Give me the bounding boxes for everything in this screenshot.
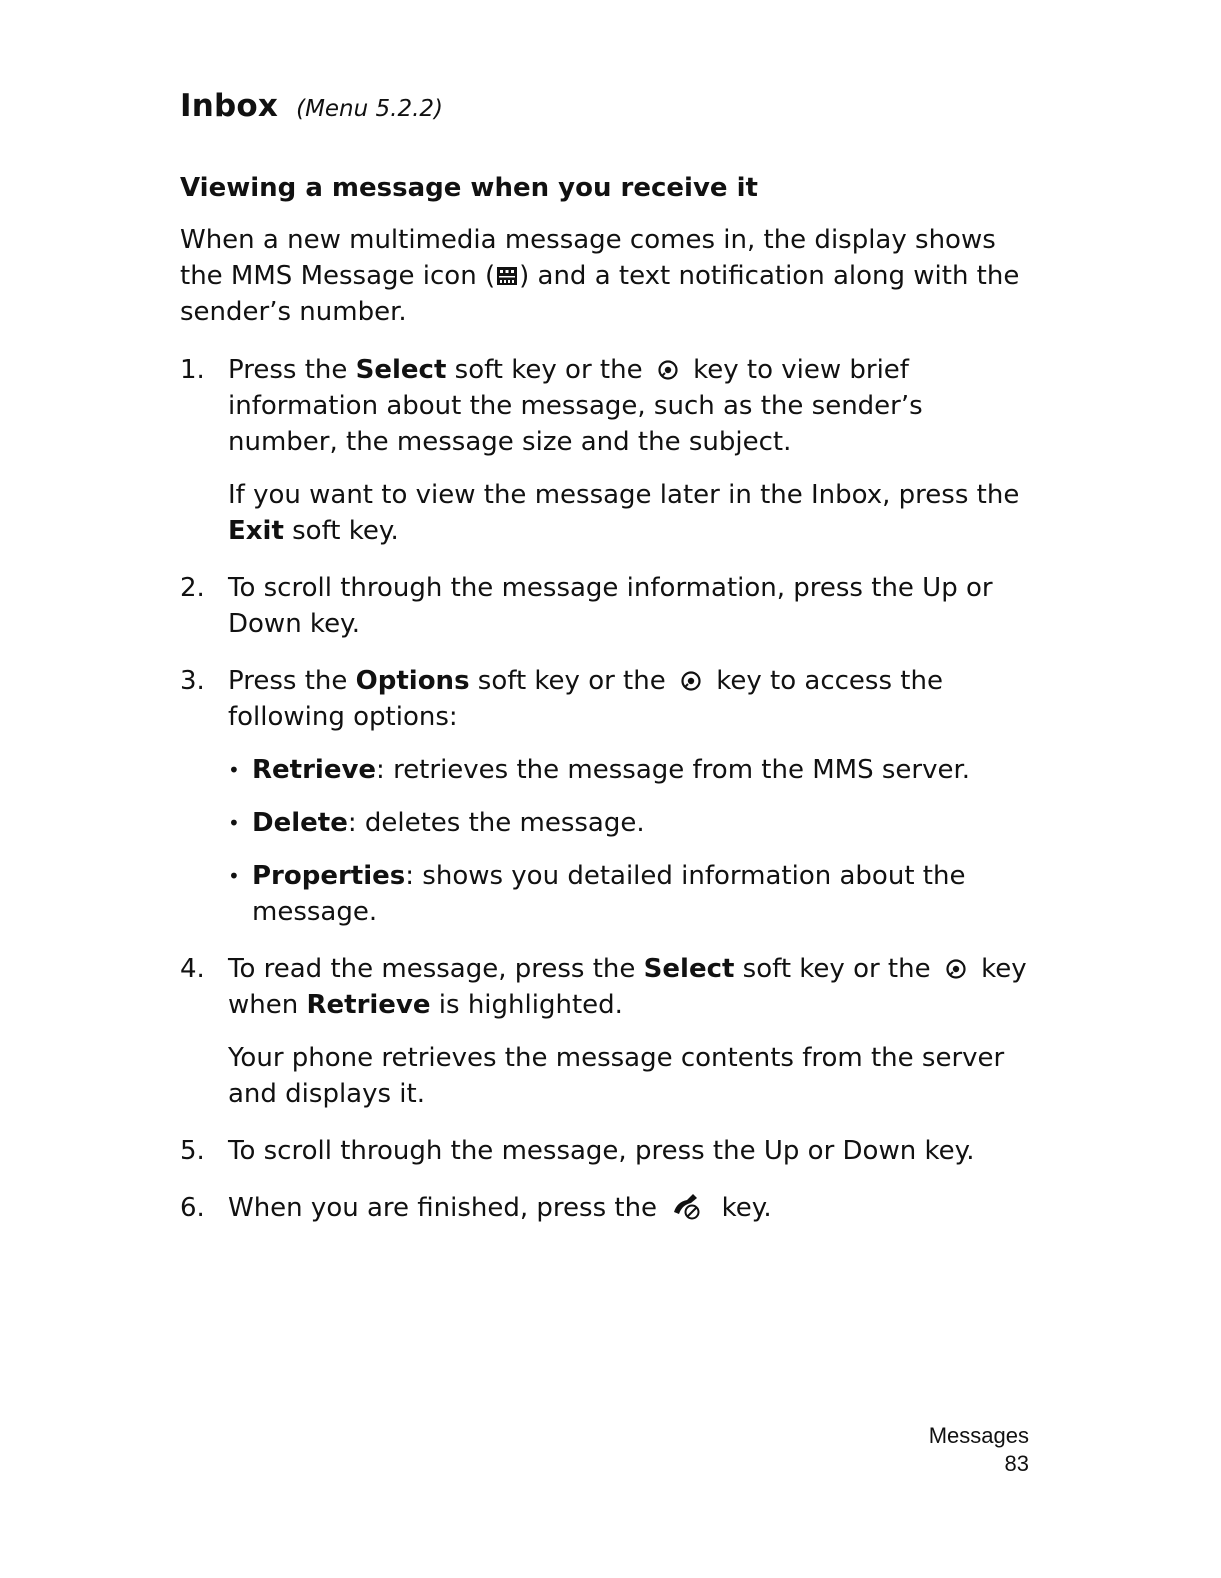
step-text — [228, 352, 1040, 460]
bullet-icon: • — [228, 864, 240, 888]
intro-text-after: ) and a text notification along with the sender’s number. — [180, 261, 1020, 327]
ok-key-icon — [945, 954, 967, 976]
mms-message-icon — [496, 261, 518, 283]
step-text-part: key to view brief information about the message, such as the sender’s number, the message size and the subject. — [228, 355, 923, 457]
select-key-label: Select — [643, 954, 735, 984]
intro-paragraph — [180, 222, 1040, 330]
options-key-label: Options — [355, 666, 470, 696]
step-text-part: key when — [228, 954, 1027, 1020]
menu-reference: (Menu 5.2.2) — [296, 96, 444, 122]
exit-key-label: Exit — [228, 516, 284, 546]
retrieve-label: Retrieve — [306, 990, 431, 1020]
option-term: Retrieve — [252, 755, 377, 785]
step-6 — [180, 1190, 1040, 1226]
option-description: : shows you detailed information about the message. — [252, 861, 966, 927]
step-1 — [180, 352, 1040, 549]
step-text-part: soft key or the — [446, 355, 651, 385]
step-text-part: key. — [713, 1193, 772, 1223]
step-text — [228, 663, 1040, 735]
step-number: 3. — [180, 666, 205, 696]
select-key-label: Select — [355, 355, 447, 385]
step-note: Your phone retrieves the message contents from the server and displays it. — [228, 1043, 1005, 1109]
options-list — [228, 752, 1040, 930]
step-text: To scroll through the message, press the Up or Down key. — [228, 1136, 975, 1166]
step-note — [228, 477, 1040, 549]
option-description: : retrieves the message from the MMS server. — [376, 755, 971, 785]
bullet-icon: • — [228, 758, 240, 782]
step-number: 6. — [180, 1193, 205, 1223]
step-number: 1. — [180, 355, 205, 385]
step-text — [228, 1190, 1040, 1226]
steps-list — [180, 352, 1040, 1226]
intro-text-before: When a new multimedia message comes in, the display shows the MMS Message icon ( — [180, 225, 996, 291]
section-header — [180, 88, 1040, 144]
option-term: Properties — [252, 861, 406, 891]
end-key-icon — [671, 1192, 707, 1222]
note-text-part: soft key. — [283, 516, 399, 546]
step-text-part: When you are finished, press the — [228, 1193, 666, 1223]
section-title: Inbox — [180, 88, 279, 124]
step-text-part: soft key or the — [734, 954, 939, 984]
step-number: 2. — [180, 573, 205, 603]
option-term: Delete — [252, 808, 348, 838]
ok-key-icon — [680, 666, 702, 688]
page-number: 83 — [1004, 1451, 1029, 1476]
step-3 — [180, 663, 1040, 930]
ok-key-icon — [657, 355, 679, 377]
step-4 — [180, 951, 1040, 1112]
step-2 — [180, 570, 1040, 642]
option-description: : deletes the message. — [347, 808, 645, 838]
option-delete — [228, 805, 1040, 841]
step-number: 4. — [180, 954, 205, 984]
option-properties — [228, 858, 1040, 930]
manual-page — [180, 88, 1040, 1247]
step-text-part: key to access the following options: — [228, 666, 943, 732]
step-text-part: Press the — [228, 355, 356, 385]
step-number: 5. — [180, 1136, 205, 1166]
step-text-part: is highlighted. — [430, 990, 623, 1020]
step-text-part: To read the message, press the — [228, 954, 644, 984]
step-text-part: Press the — [228, 666, 356, 696]
step-text: To scroll through the message information, press the Up or Down key. — [228, 573, 993, 639]
step-5 — [180, 1133, 1040, 1169]
bullet-icon: • — [228, 811, 240, 835]
note-text-part: If you want to view the message later in the Inbox, press the — [228, 480, 1020, 510]
option-retrieve — [228, 752, 1040, 788]
subsection-title: Viewing a message when you receive it — [180, 173, 758, 203]
chapter-name: Messages — [928, 1423, 1029, 1448]
step-text — [228, 951, 1040, 1023]
page-footer — [929, 1422, 1029, 1478]
step-text-part: soft key or the — [469, 666, 674, 696]
